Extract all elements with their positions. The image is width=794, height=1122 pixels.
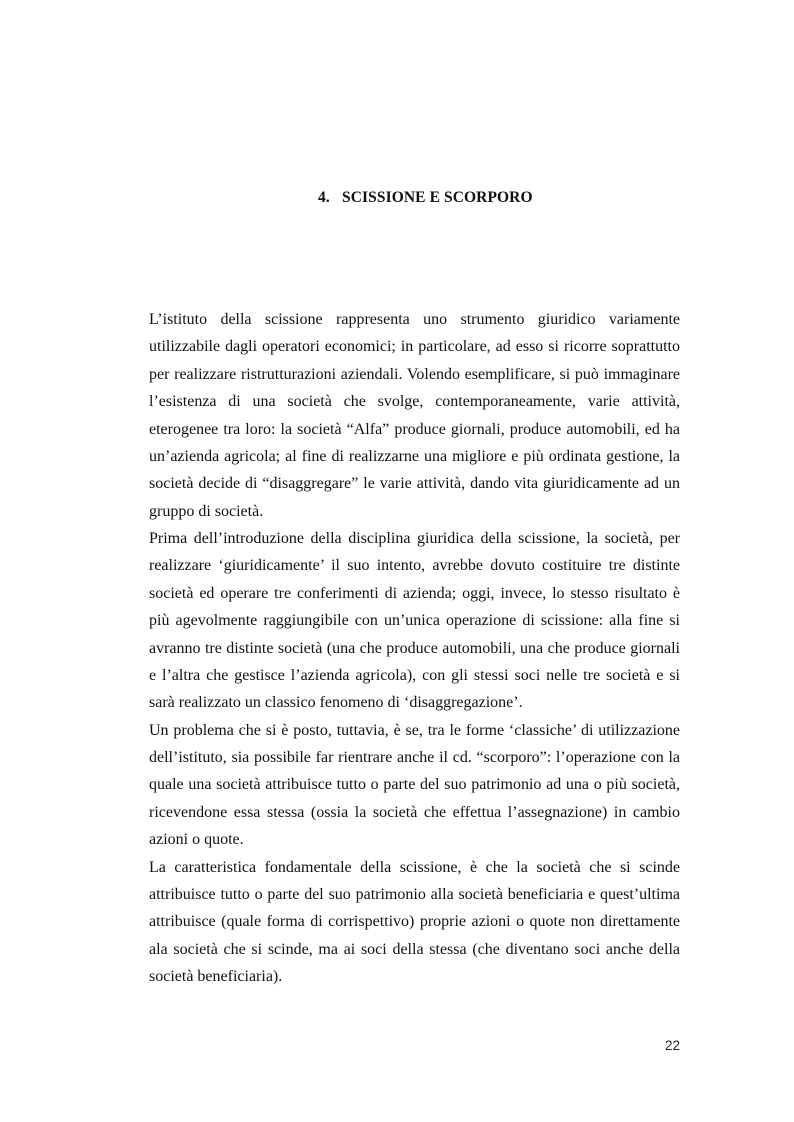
paragraph-2 [149,525,680,717]
text-line: azioni o quote. [149,831,244,849]
chapter-heading [318,189,533,207]
text-line: quale una società attribuisce tutto o parte del suo patrimonio ad una o più società, [149,776,680,794]
text-line: L’istituto della scissione rappresenta uno strumento giuridico variamente [149,311,680,328]
text-line: società decide di “disaggregare” le varie attività, dando vita giuridicamente ad un [149,475,680,493]
text-line: avranno tre distinte società (una che produce automobili, una che produce giornali [149,639,680,657]
text-line: utilizzabile dagli operatori economici; in particolare, ad esso si ricorre soprattutto [149,338,680,356]
text-line: per realizzare ristrutturazioni aziendali. Volendo esemplificare, si può immaginare [149,365,680,383]
body-text [149,306,680,990]
chapter-number: 4. [318,189,330,206]
text-line: realizzare ‘giuridicamente’ il suo intento, avrebbe dovuto costituire tre distinte [149,557,680,575]
text-line: Un problema che si è posto, tuttavia, è se, tra le forme ‘classiche’ di utilizzazione [149,721,680,739]
text-line: e l’altra che gestisce l’azienda agricola), con gli stessi soci nelle tre società e si [149,666,680,684]
text-line: attribuisce (quale forma di corrispettivo) proprie azioni o quote non direttamente [149,913,680,931]
text-line: La caratteristica fondamentale della scissione, è che la società che si scinde [149,858,680,876]
text-line: dell’istituto, sia possibile far rientrare anche il cd. “scorporo”: l’operazione con la [149,749,680,766]
text-line: società ed operare tre conferimenti di azienda; oggi, invece, lo stesso risultato è [149,584,680,602]
text-line: attribuisce tutto o parte del suo patrimonio alla società beneficiaria e quest’ultima [149,885,680,903]
text-line: sarà realizzato un classico fenomeno di ‘disaggregazione’. [149,694,523,712]
text-line: ala società che si scinde, ma ai soci della stessa (che diventano soci anche della [149,940,680,958]
text-line: gruppo di società. [149,502,264,520]
text-line: un’azienda agricola; al fine di realizzarne una migliore e più ordinata gestione, la [149,447,680,465]
paragraph-3 [149,717,680,854]
text-line: ricevendone essa stessa (ossia la società che effettua l’assegnazione) in cambio [149,803,680,821]
page-number: 22 [664,1038,680,1053]
paragraph-1 [149,306,680,525]
text-line: Prima dell’introduzione della disciplina giuridica della scissione, la società, per [149,530,680,547]
chapter-title: SCISSIONE E SCORPORO [342,189,533,206]
text-line: più agevolmente raggiungibile con un’unica operazione di scissione: alla fine si [149,612,680,630]
text-line: l’esistenza di una società che svolge, contemporaneamente, varie attività, [149,393,680,411]
text-line: eterogenee tra loro: la società “Alfa” produce giornali, produce automobili, ed ha [149,420,680,438]
paragraph-4 [149,854,680,991]
text-line: società beneficiaria). [149,968,283,985]
